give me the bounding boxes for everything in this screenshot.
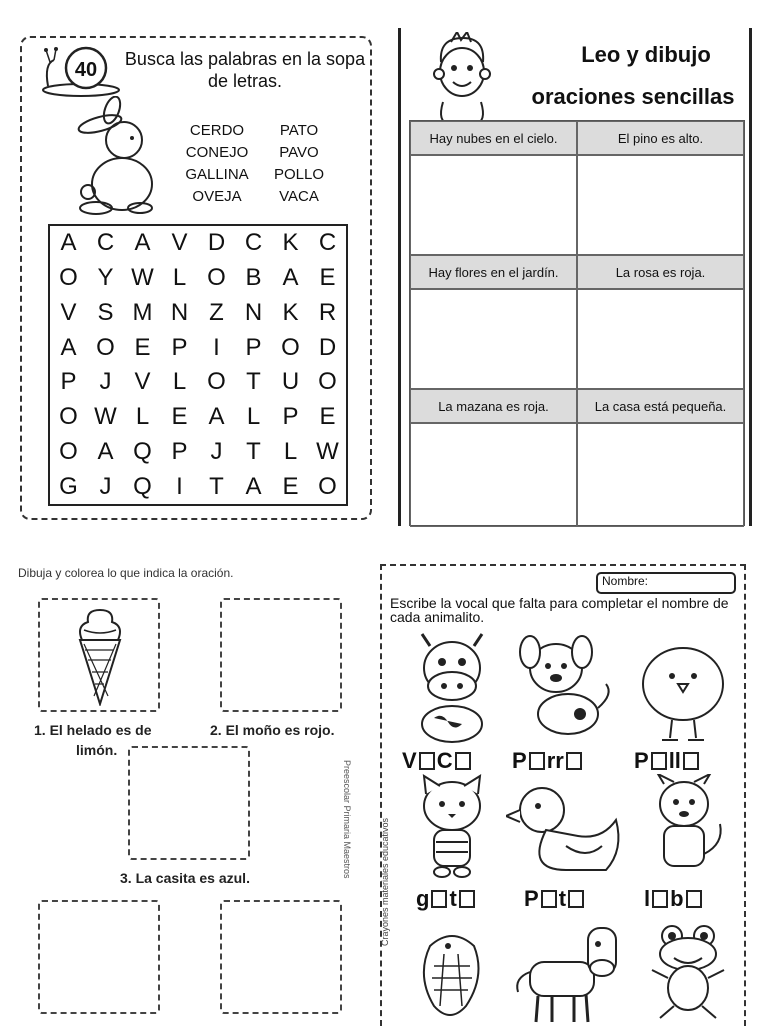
- grid-letter[interactable]: L: [283, 437, 298, 465]
- grid-letter[interactable]: Z: [209, 298, 224, 326]
- grid-letter[interactable]: P: [171, 333, 188, 361]
- grid-letter[interactable]: L: [135, 403, 150, 431]
- grid-letter[interactable]: S: [97, 298, 114, 326]
- sheet1-title: Busca las palabras en la sopa de letras.: [124, 49, 366, 91]
- snail-badge-icon: [36, 46, 126, 98]
- grid-letter[interactable]: E: [319, 264, 336, 292]
- grid-letter[interactable]: Q: [133, 472, 152, 500]
- grid-letter[interactable]: N: [170, 298, 189, 326]
- sheet2-title-line2: oraciones sencillas: [531, 84, 735, 109]
- grid-letter[interactable]: N: [244, 298, 263, 326]
- name-field[interactable]: Nombre:: [596, 572, 736, 594]
- drawing-cell[interactable]: [577, 155, 744, 255]
- grid-letter[interactable]: I: [176, 472, 183, 500]
- grid-letter[interactable]: A: [208, 403, 225, 431]
- rabbit-icon: [52, 96, 162, 216]
- grid-letter[interactable]: O: [318, 368, 337, 396]
- grid-letter[interactable]: J: [210, 437, 223, 465]
- grid-letter[interactable]: E: [319, 403, 336, 431]
- drawing-cell[interactable]: [410, 423, 577, 527]
- word-lobo: l b: [644, 886, 702, 912]
- grid-letter[interactable]: L: [246, 403, 261, 431]
- word-item: CERDO: [189, 122, 245, 139]
- vowel-box[interactable]: [455, 752, 471, 770]
- grid-letter[interactable]: R: [318, 298, 337, 326]
- grid-letter[interactable]: J: [99, 472, 112, 500]
- frog-icon: [648, 922, 728, 1022]
- drawing-box-3[interactable]: [128, 746, 250, 860]
- sentence-draw-table: [409, 120, 745, 526]
- vowel-box[interactable]: [651, 752, 667, 770]
- grid-letter[interactable]: O: [318, 472, 337, 500]
- vowel-box[interactable]: [568, 890, 584, 908]
- vowel-box[interactable]: [566, 752, 582, 770]
- drawing-cell[interactable]: [577, 289, 744, 389]
- grid-letter[interactable]: P: [171, 437, 188, 465]
- cow-icon: [404, 628, 500, 746]
- boy-face-icon: [429, 32, 495, 128]
- grid-letter[interactable]: V: [171, 229, 188, 257]
- grid-letter[interactable]: P: [282, 403, 299, 431]
- sentence-cell: La rosa es roja.: [577, 255, 744, 289]
- vowel-box[interactable]: [431, 890, 447, 908]
- ice-cream-icon: [72, 606, 128, 706]
- grid-letter[interactable]: A: [134, 229, 151, 257]
- word-item: POLLO: [273, 166, 325, 183]
- grid-letter[interactable]: E: [171, 403, 188, 431]
- word-gato: g t: [416, 886, 475, 912]
- sentence-cell: La mazana es roja.: [410, 389, 577, 423]
- fish-icon: [410, 926, 494, 1026]
- grid-letter[interactable]: M: [132, 298, 153, 326]
- sheet4-side-text: Crayones materiales educativos: [380, 817, 390, 946]
- grid-letter[interactable]: K: [282, 229, 299, 257]
- vowel-box[interactable]: [459, 890, 475, 908]
- chick-icon: [638, 640, 728, 746]
- grid-letter[interactable]: A: [245, 472, 262, 500]
- grid-letter[interactable]: C: [318, 229, 337, 257]
- grid-letter[interactable]: P: [245, 333, 262, 361]
- vowel-box[interactable]: [529, 752, 545, 770]
- grid-letter[interactable]: T: [246, 437, 261, 465]
- drawing-cell[interactable]: [410, 155, 577, 255]
- grid-letter[interactable]: O: [59, 403, 78, 431]
- wolf-icon: [644, 774, 728, 880]
- grid-letter[interactable]: O: [207, 368, 226, 396]
- word-perro: P rr: [512, 748, 582, 774]
- word-item: PAVO: [279, 144, 319, 161]
- grid-letter[interactable]: A: [97, 437, 114, 465]
- grid-letter[interactable]: K: [282, 298, 299, 326]
- badge-number: 40: [74, 59, 98, 81]
- word-pato: P t: [524, 886, 584, 912]
- word-pollo: P ll: [634, 748, 699, 774]
- letter-grid: [48, 224, 348, 506]
- grid-letter[interactable]: E: [282, 472, 299, 500]
- sentence-cell: El pino es alto.: [577, 121, 744, 155]
- grid-letter[interactable]: U: [281, 368, 300, 396]
- grid-letter[interactable]: W: [316, 437, 339, 465]
- word-item: PATO: [279, 122, 319, 139]
- grid-letter[interactable]: L: [172, 264, 187, 292]
- sentence-cell: Hay nubes en el cielo.: [410, 121, 577, 155]
- horse-icon: [508, 922, 628, 1026]
- sentence-cell: La casa está pequeña.: [577, 389, 744, 423]
- grid-letter[interactable]: L: [172, 368, 187, 396]
- grid-letter[interactable]: O: [96, 333, 115, 361]
- vowel-box[interactable]: [419, 752, 435, 770]
- word-item: OVEJA: [192, 188, 242, 205]
- caption-1-cont: limón.: [76, 742, 118, 758]
- grid-letter[interactable]: O: [59, 437, 78, 465]
- grid-letter[interactable]: C: [244, 229, 263, 257]
- caption-2: 2. El moño es rojo.: [210, 722, 335, 738]
- drawing-cell[interactable]: [577, 423, 744, 527]
- missing-vowel-worksheet: [380, 564, 746, 1026]
- word-list-left: [172, 120, 262, 208]
- grid-letter[interactable]: D: [318, 333, 337, 361]
- grid-letter[interactable]: B: [245, 264, 262, 292]
- grid-letter[interactable]: P: [60, 368, 77, 396]
- grid-letter[interactable]: C: [96, 229, 115, 257]
- sentence-cell: Hay flores en el jardín.: [410, 255, 577, 289]
- sheet2-title-line1: Leo y dibujo: [581, 42, 711, 67]
- drawing-cell[interactable]: [410, 289, 577, 389]
- caption-3: 3. La casita es azul.: [120, 870, 250, 886]
- grid-letter[interactable]: T: [246, 368, 261, 396]
- grid-letter[interactable]: A: [60, 229, 77, 257]
- drawing-box-1[interactable]: [38, 598, 160, 712]
- grid-letter[interactable]: V: [60, 298, 77, 326]
- drawing-box-4[interactable]: [38, 900, 160, 1014]
- read-and-draw-worksheet: [398, 28, 752, 526]
- caption-1: 1. El helado es de: [34, 722, 152, 738]
- drawing-box-2[interactable]: [220, 598, 342, 712]
- sheet3-side-text: Preescolar Primaria Maestros: [342, 760, 352, 879]
- sheet3-instruction: Dibuja y colorea lo que indica la oración.: [18, 566, 234, 580]
- grid-letter[interactable]: E: [134, 333, 151, 361]
- cat-icon: [412, 772, 492, 882]
- word-item: CONEJO: [185, 144, 249, 161]
- word-item: VACA: [279, 188, 319, 205]
- grid-letter[interactable]: W: [94, 403, 117, 431]
- vowel-box[interactable]: [541, 890, 557, 908]
- grid-letter[interactable]: Q: [133, 437, 152, 465]
- grid-letter[interactable]: I: [213, 333, 220, 361]
- dog-icon: [510, 634, 620, 746]
- grid-letter[interactable]: A: [60, 333, 77, 361]
- duck-icon: [506, 780, 626, 876]
- vowel-box[interactable]: [683, 752, 699, 770]
- grid-letter[interactable]: O: [59, 264, 78, 292]
- grid-letter[interactable]: D: [207, 229, 226, 257]
- word-item: GALLINA: [185, 166, 249, 183]
- grid-letter[interactable]: A: [282, 264, 299, 292]
- grid-letter[interactable]: V: [134, 368, 151, 396]
- word-list-right: [266, 120, 332, 208]
- word-search-worksheet: [20, 36, 372, 520]
- grid-letter[interactable]: G: [59, 472, 78, 500]
- vowel-box[interactable]: [686, 890, 702, 908]
- grid-letter[interactable]: O: [281, 333, 300, 361]
- vowel-box[interactable]: [652, 890, 668, 908]
- grid-letter[interactable]: W: [131, 264, 154, 292]
- word-vaca: V C: [402, 748, 471, 774]
- grid-letter[interactable]: O: [207, 264, 226, 292]
- grid-letter[interactable]: T: [209, 472, 224, 500]
- sheet4-instruction: Escribe la vocal que falta para completar el nombre de cada animalito.: [390, 595, 729, 625]
- grid-letter[interactable]: Y: [97, 264, 114, 292]
- grid-letter[interactable]: J: [99, 368, 112, 396]
